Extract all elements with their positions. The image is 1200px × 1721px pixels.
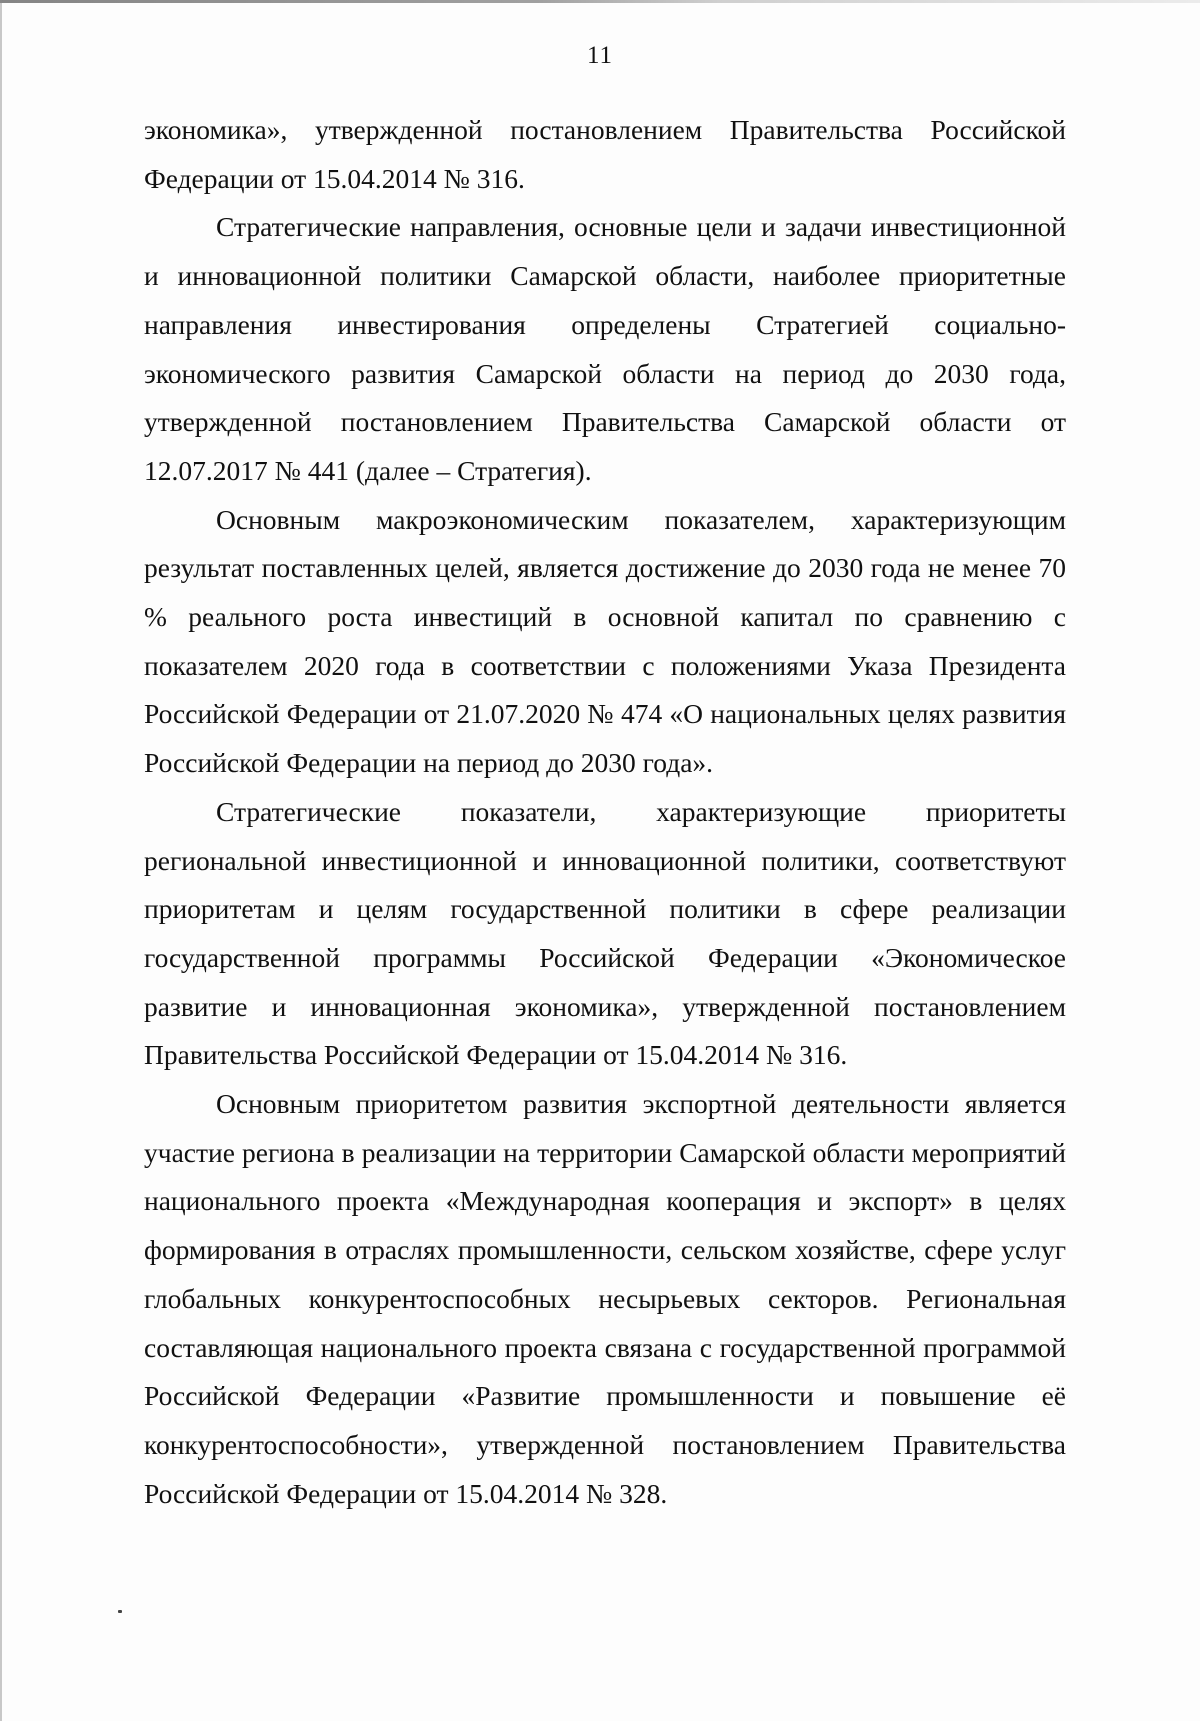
document-body: [144, 106, 1066, 1518]
scan-edge-left: [0, 0, 2, 1721]
scan-speck: [118, 1610, 122, 1613]
paragraph-macroeconomic-indicator: Основным макроэкономическим показателем, характеризующим результат поставленных целей, является достижение до 2030 года не менее 70 % реального роста инвестиций в основной капитал по сравнению с показателем 2020 года в соответствии с положениями Указа Президента Российской Федерации от 21.07.2020 № 474 «О национальных целях развития Российской Федерации на период до 2030 года».: [144, 503, 1066, 779]
paragraph-continuation: экономика», утвержденной постановлением Правительства Российской Федерации от 15.04.2014 № 316.: [144, 114, 1066, 194]
scan-edge-top: [0, 0, 1200, 3]
page-number: 11: [586, 42, 614, 69]
paragraph-export-priority: Основным приоритетом развития экспортной деятельности является участие региона в реализации на территории Самарской области мероприятий национального проекта «Международная кооперация и экспорт» в целях формирования в отраслях промышленности, сельском хозяйстве, сфере услуг глобальных конкурентоспособных несырьевых секторов. Региональная составляющая национального проекта связана с государственной программой Российской Федерации «Развитие промышленности и повышение её конкурентоспособности», утвержденной постановлением Правительства Российской Федерации от 15.04.2014 № 328.: [144, 1088, 1066, 1509]
paragraph-strategic-directions: Стратегические направления, основные цели и задачи инвестиционной и инновационной политики Самарской области, наиболее приоритетные направления инвестирования определены Стратегией социально-экономического развития Самарской области на период до 2030 года, утвержденной постановлением Правительства Самарской области от 12.07.2017 № 441 (далее – Стратегия).: [144, 211, 1066, 486]
paragraph-strategic-indicators: Стратегические показатели, характеризующие приоритеты региональной инвестиционной и инновационной политики, соответствуют приоритетам и целям государственной политики в сфере реализации государственной программы Российской Федерации «Экономическое развитие и инновационная экономика», утвержденной постановлением Правительства Российской Федерации от 15.04.2014 № 316.: [144, 795, 1066, 1071]
